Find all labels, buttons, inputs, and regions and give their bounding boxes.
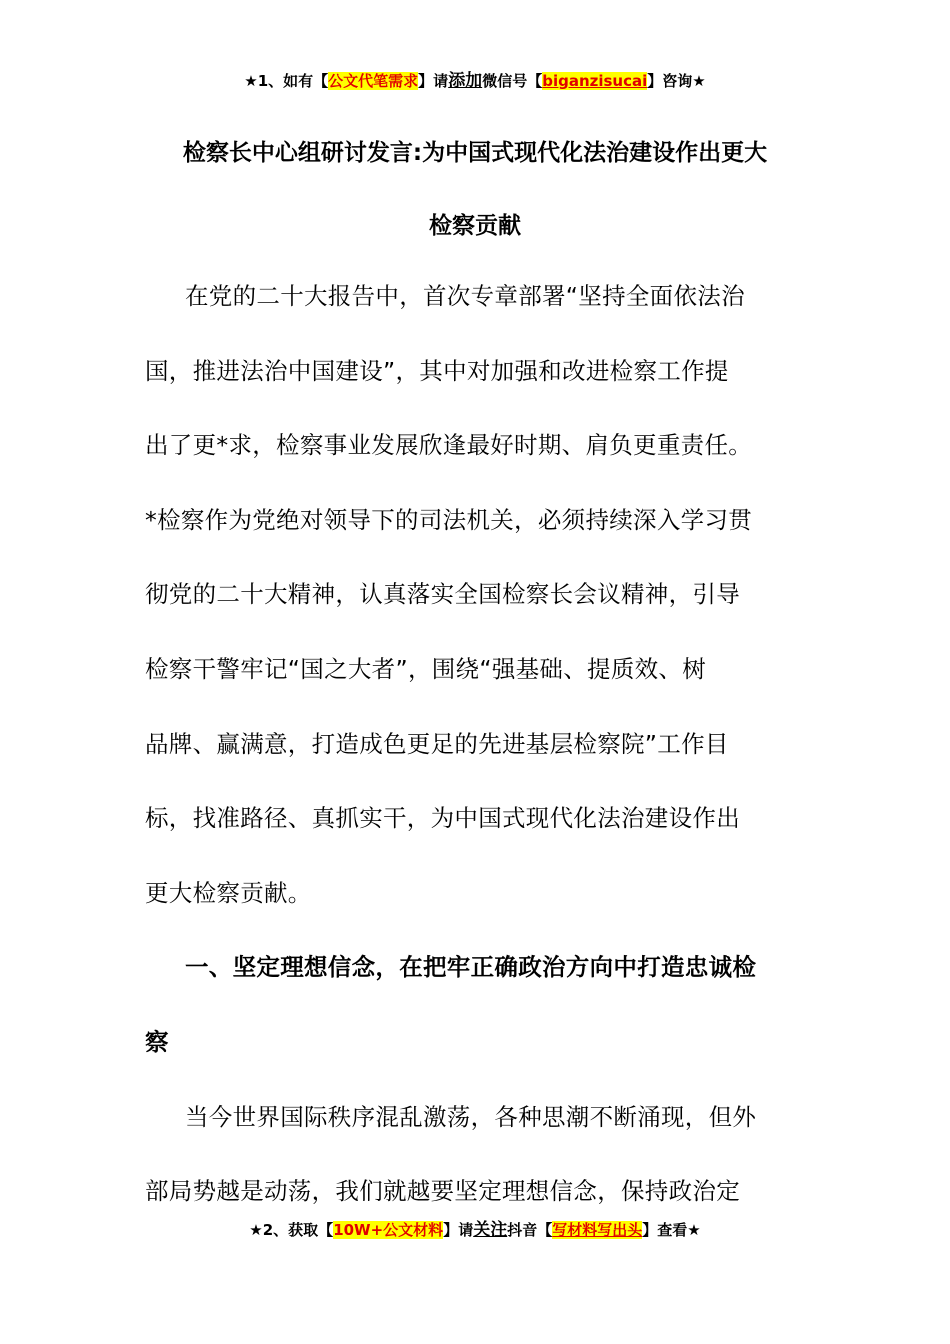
promo-banner-top [0,69,950,93]
banner-text-b: 10W+公文材料 [333,1221,444,1239]
paragraph-line: 当今世界国际秩序混乱激荡，各种思潮不断涌现，但外 [185,1102,757,1131]
paragraph-line: 品牌、赢满意，打造成色更足的先进基层检察院”工作目 [145,729,729,758]
paragraph-line: 更大检察贡献。 [145,878,312,907]
paragraph-line: 标，找准路径、真抓实干，为中国式现代化法治建设作出 [145,804,740,833]
paragraph-line: 彻党的二十大精神，认真落实全国检察长会议精神，引导 [145,580,740,609]
section-heading-line: 察 [145,1028,169,1056]
paragraph-line: 在党的二十大报告中，首次专章部署“坚持全面依法治 [185,282,745,310]
document-title-line-1: 检察长中心组研讨发言:为中国式现代化法治建设作出更大 [182,140,768,166]
banner-text-f: 写材料写出头 [552,1221,643,1239]
banner-text-e: 抖音【 [507,1221,553,1239]
section-heading-line: 一、坚定理想信念，在把牢正确政治方向中打造忠诚检 [185,953,757,982]
banner-text-g: 】查看★ [642,1221,701,1239]
banner-text-c: 】请 [443,1221,474,1239]
paragraph-line: 部局势越是动荡，我们就越要坚定理想信念，保持政治定 [145,1177,740,1206]
banner-text-f: biganzisucai [542,72,648,90]
banner-text-d: 添加 [448,71,483,91]
banner-text-e: 微信号【 [482,72,543,90]
promo-banner-bottom [0,1218,950,1242]
banner-text-g: 】咨询★ [647,72,706,90]
banner-text-b: 公文代笔需求 [328,72,419,90]
paragraph-line: *检察作为党绝对领导下的司法机关，必须持续深入学习贯 [145,505,753,534]
paragraph-line: 国，推进法治中国建设”，其中对加强和改进检察工作提 [145,356,729,385]
banner-text-d: 关注 [473,1220,508,1240]
banner-text-a: ★1、如有【 [244,72,329,90]
document-title-line-2: 检察贡献 [429,213,521,239]
paragraph-line: 出了更*求，检察事业发展欣逢最好时期、肩负更重责任。 [145,431,753,460]
banner-text-c: 】请 [418,72,449,90]
banner-text-a: ★2、获取【 [249,1221,334,1239]
paragraph-line: 检察干警牢记“国之大者”，围绕“强基础、提质效、树 [145,655,707,683]
